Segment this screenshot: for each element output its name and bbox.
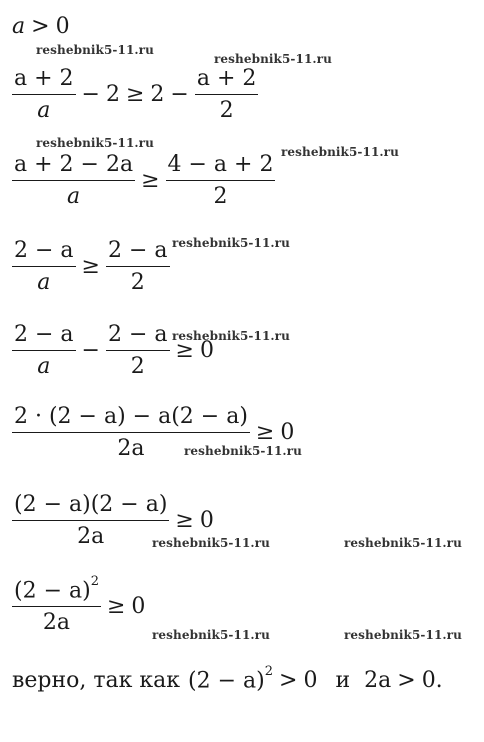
zero: 0 bbox=[55, 14, 70, 39]
numerator: 2 − a bbox=[106, 238, 170, 267]
denominator: 2 bbox=[130, 354, 145, 379]
inequality-line-1 bbox=[12, 66, 258, 123]
denominator: a bbox=[37, 98, 51, 123]
numerator: 2 − a bbox=[106, 322, 170, 351]
watermark: reshebnik5-11.ru bbox=[152, 628, 270, 642]
inequality-line-2 bbox=[12, 152, 275, 209]
zero: 0 bbox=[199, 338, 214, 363]
watermark: reshebnik5-11.ru bbox=[344, 628, 462, 642]
denominator: 2 bbox=[219, 98, 234, 123]
zero: 0 bbox=[280, 420, 295, 445]
ge-sign: ≥ bbox=[81, 254, 100, 279]
denominator: 2a bbox=[117, 436, 145, 461]
greater-sign: > bbox=[31, 14, 50, 39]
var-a: a bbox=[12, 14, 26, 39]
watermark: reshebnik5-11.ru bbox=[152, 536, 270, 550]
numerator bbox=[12, 574, 101, 607]
conclusion-text: верно, так как bbox=[12, 668, 181, 694]
ge-sign: ≥ bbox=[255, 420, 275, 445]
fraction-right bbox=[106, 238, 170, 295]
watermark: reshebnik5-11.ru bbox=[172, 329, 290, 343]
fraction-left bbox=[12, 238, 76, 295]
watermark: reshebnik5-11.ru bbox=[184, 444, 302, 458]
inequality-line-6 bbox=[12, 492, 214, 549]
numerator: a + 2 bbox=[12, 66, 76, 95]
number: 2 bbox=[150, 82, 165, 107]
denominator: 2 bbox=[130, 270, 145, 295]
fraction bbox=[12, 574, 101, 636]
numerator: 2 − a bbox=[12, 238, 76, 267]
numerator: 2 · (2 − a) − a(2 − a) bbox=[12, 404, 250, 433]
exponent: 2 bbox=[264, 664, 274, 679]
and-word: и bbox=[335, 668, 351, 694]
inequality-line-7 bbox=[12, 574, 146, 636]
zero: 0 bbox=[303, 668, 318, 694]
inequality-line-5 bbox=[12, 404, 294, 461]
condition-line bbox=[12, 14, 70, 39]
ge-sign: ≥ bbox=[175, 508, 194, 533]
watermark: reshebnik5-11.ru bbox=[214, 52, 332, 66]
watermark: reshebnik5-11.ru bbox=[36, 43, 154, 57]
minus-sign: − bbox=[81, 82, 100, 107]
inequality-line-4 bbox=[12, 322, 214, 379]
ge-sign: ≥ bbox=[125, 82, 145, 107]
denominator: a bbox=[37, 354, 51, 379]
zero: 0 bbox=[131, 594, 146, 620]
fraction-right bbox=[195, 66, 259, 123]
inequality-line-3 bbox=[12, 238, 170, 295]
zero: 0 bbox=[199, 508, 214, 533]
numerator: a + 2 − 2a bbox=[12, 152, 135, 181]
ge-sign: ≥ bbox=[175, 338, 194, 363]
fraction-left bbox=[12, 66, 76, 123]
fraction-left bbox=[12, 322, 76, 379]
ge-sign: ≥ bbox=[141, 168, 160, 193]
fraction-left bbox=[12, 152, 135, 209]
expression: 2a bbox=[364, 668, 392, 694]
numerator: a + 2 bbox=[195, 66, 259, 95]
watermark: reshebnik5-11.ru bbox=[344, 536, 462, 550]
greater-sign: > bbox=[397, 668, 416, 694]
numerator: (2 − a)(2 − a) bbox=[12, 492, 169, 521]
zero: 0. bbox=[421, 668, 443, 694]
watermark: reshebnik5-11.ru bbox=[36, 136, 154, 150]
numerator: 4 − a + 2 bbox=[166, 152, 276, 181]
expression bbox=[188, 664, 274, 694]
watermark: reshebnik5-11.ru bbox=[172, 236, 290, 250]
base: (2 − a) bbox=[188, 668, 265, 694]
ge-sign: ≥ bbox=[106, 594, 126, 620]
base: (2 − a) bbox=[14, 578, 91, 604]
denominator: a bbox=[66, 184, 81, 209]
denominator: a bbox=[37, 270, 51, 295]
denominator: 2a bbox=[77, 524, 105, 549]
number: 2 bbox=[105, 82, 120, 107]
minus-sign: − bbox=[81, 338, 100, 363]
fraction-right bbox=[166, 152, 276, 209]
exponent: 2 bbox=[90, 574, 99, 589]
numerator: 2 − a bbox=[12, 322, 76, 351]
fraction-right bbox=[106, 322, 170, 379]
denominator: 2a bbox=[42, 610, 71, 636]
denominator: 2 bbox=[213, 184, 228, 209]
fraction bbox=[12, 404, 250, 461]
greater-sign: > bbox=[279, 668, 298, 694]
watermark: reshebnik5-11.ru bbox=[281, 145, 399, 159]
conclusion-line bbox=[12, 664, 443, 694]
fraction bbox=[12, 492, 169, 549]
minus-sign: − bbox=[170, 82, 189, 107]
